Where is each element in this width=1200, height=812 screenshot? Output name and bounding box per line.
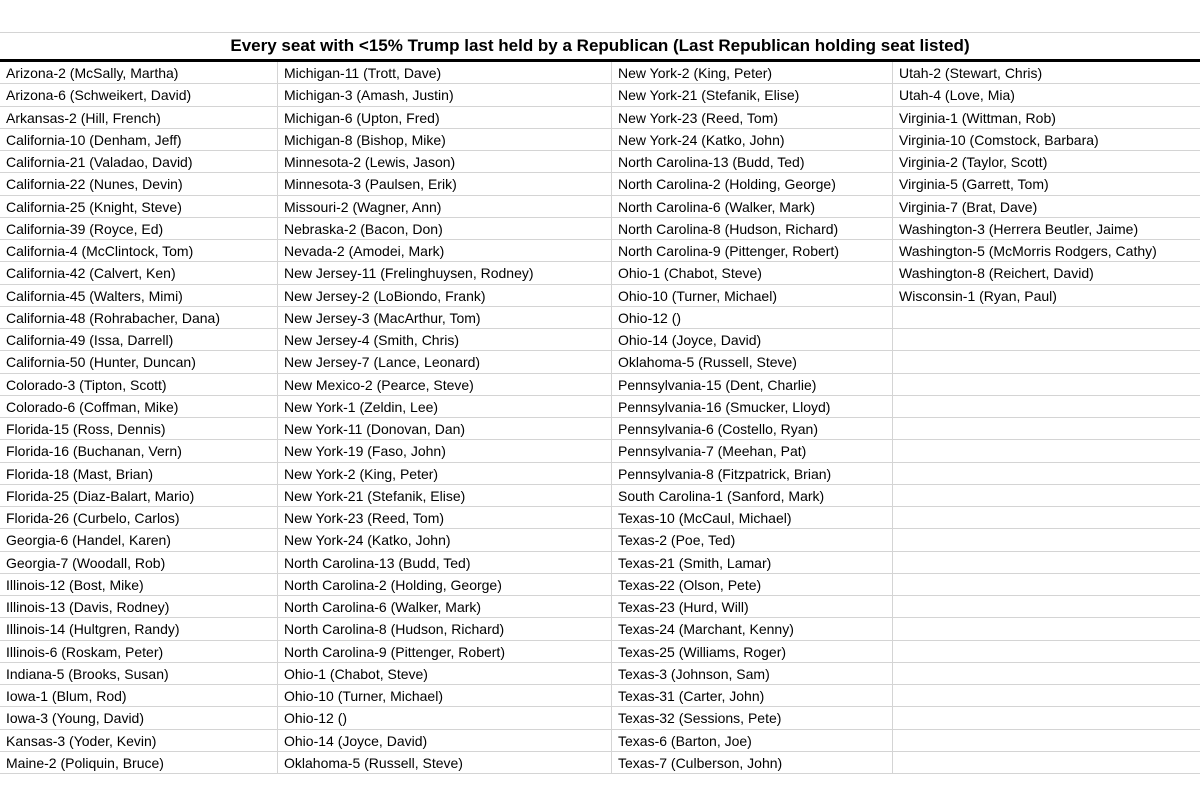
seat-grid (0, 62, 1200, 774)
seat-cell[interactable]: New Mexico-2 (Pearce, Steve) (278, 374, 611, 396)
seat-cell[interactable]: Iowa-1 (Blum, Rod) (0, 685, 277, 707)
seat-cell[interactable]: California-39 (Royce, Ed) (0, 218, 277, 240)
seat-cell[interactable]: Arizona-2 (McSally, Martha) (0, 62, 277, 84)
seat-cell[interactable]: New York-23 (Reed, Tom) (612, 107, 892, 129)
seat-cell[interactable]: New Jersey-2 (LoBiondo, Frank) (278, 285, 611, 307)
seat-cell[interactable] (893, 485, 1200, 507)
seat-cell[interactable]: New York-21 (Stefanik, Elise) (278, 485, 611, 507)
seat-cell[interactable]: Florida-26 (Curbelo, Carlos) (0, 507, 277, 529)
seat-cell[interactable]: Pennsylvania-8 (Fitzpatrick, Brian) (612, 463, 892, 485)
seat-cell[interactable]: New York-11 (Donovan, Dan) (278, 418, 611, 440)
seat-cell[interactable] (893, 685, 1200, 707)
seat-cell[interactable]: Kansas-3 (Yoder, Kevin) (0, 730, 277, 752)
seat-cell[interactable] (893, 351, 1200, 373)
seat-cell[interactable]: New Jersey-11 (Frelinghuysen, Rodney) (278, 262, 611, 284)
seat-cell[interactable]: New York-2 (King, Peter) (612, 62, 892, 84)
seat-cell[interactable]: Virginia-1 (Wittman, Rob) (893, 107, 1200, 129)
seat-cell[interactable] (893, 418, 1200, 440)
seat-cell[interactable]: Ohio-10 (Turner, Michael) (278, 685, 611, 707)
seat-cell[interactable]: Pennsylvania-7 (Meehan, Pat) (612, 440, 892, 462)
seat-cell[interactable]: Washington-3 (Herrera Beutler, Jaime) (893, 218, 1200, 240)
seat-cell[interactable]: Texas-32 (Sessions, Pete) (612, 707, 892, 729)
seat-cell[interactable]: California-50 (Hunter, Duncan) (0, 351, 277, 373)
seat-cell[interactable]: North Carolina-8 (Hudson, Richard) (278, 618, 611, 640)
seat-cell[interactable] (893, 730, 1200, 752)
seat-cell[interactable]: California-42 (Calvert, Ken) (0, 262, 277, 284)
seat-cell[interactable]: New York-24 (Katko, John) (278, 529, 611, 551)
seat-cell[interactable] (893, 329, 1200, 351)
sheet-title: Every seat with <15% Trump last held by a Republican (Last Republican holding seat listed) (230, 36, 970, 55)
seat-cell[interactable]: Pennsylvania-6 (Costello, Ryan) (612, 418, 892, 440)
seat-cell[interactable]: Illinois-6 (Roskam, Peter) (0, 641, 277, 663)
seat-cell[interactable]: Texas-6 (Barton, Joe) (612, 730, 892, 752)
seat-cell[interactable]: New Jersey-7 (Lance, Leonard) (278, 351, 611, 373)
seat-cell[interactable]: Texas-31 (Carter, John) (612, 685, 892, 707)
seat-cell[interactable]: Florida-15 (Ross, Dennis) (0, 418, 277, 440)
seat-cell[interactable]: Florida-25 (Diaz-Balart, Mario) (0, 485, 277, 507)
seat-cell[interactable]: North Carolina-13 (Budd, Ted) (278, 552, 611, 574)
seat-cell[interactable]: Oklahoma-5 (Russell, Steve) (612, 351, 892, 373)
seat-cell[interactable]: Iowa-3 (Young, David) (0, 707, 277, 729)
seat-cell[interactable] (893, 440, 1200, 462)
seat-cell[interactable] (893, 574, 1200, 596)
seat-cell[interactable]: Ohio-1 (Chabot, Steve) (278, 663, 611, 685)
seat-cell[interactable]: Utah-2 (Stewart, Chris) (893, 62, 1200, 84)
seat-cell[interactable]: Georgia-6 (Handel, Karen) (0, 529, 277, 551)
seat-cell[interactable]: Utah-4 (Love, Mia) (893, 84, 1200, 106)
column-2 (278, 62, 612, 774)
seat-cell[interactable] (893, 463, 1200, 485)
seat-cell[interactable]: Michigan-3 (Amash, Justin) (278, 84, 611, 106)
seat-cell[interactable]: North Carolina-8 (Hudson, Richard) (612, 218, 892, 240)
seat-cell[interactable]: Indiana-5 (Brooks, Susan) (0, 663, 277, 685)
seat-cell[interactable]: Michigan-6 (Upton, Fred) (278, 107, 611, 129)
seat-cell[interactable]: Missouri-2 (Wagner, Ann) (278, 196, 611, 218)
seat-cell[interactable]: Minnesota-3 (Paulsen, Erik) (278, 173, 611, 195)
seat-cell[interactable]: Florida-18 (Mast, Brian) (0, 463, 277, 485)
seat-cell[interactable]: New Jersey-4 (Smith, Chris) (278, 329, 611, 351)
seat-cell[interactable]: North Carolina-9 (Pittenger, Robert) (612, 240, 892, 262)
seat-cell[interactable]: California-49 (Issa, Darrell) (0, 329, 277, 351)
seat-cell[interactable]: Michigan-8 (Bishop, Mike) (278, 129, 611, 151)
seat-cell[interactable]: Virginia-10 (Comstock, Barbara) (893, 129, 1200, 151)
seat-cell[interactable]: California-45 (Walters, Mimi) (0, 285, 277, 307)
seat-cell[interactable] (893, 707, 1200, 729)
empty-header-row[interactable] (0, 0, 1200, 33)
seat-cell[interactable]: Ohio-14 (Joyce, David) (278, 730, 611, 752)
seat-cell[interactable] (893, 641, 1200, 663)
seat-cell[interactable]: North Carolina-2 (Holding, George) (278, 574, 611, 596)
seat-cell[interactable] (893, 663, 1200, 685)
title-row[interactable] (0, 33, 1200, 62)
seat-cell[interactable]: South Carolina-1 (Sanford, Mark) (612, 485, 892, 507)
seat-cell[interactable] (893, 396, 1200, 418)
seat-cell[interactable]: Ohio-10 (Turner, Michael) (612, 285, 892, 307)
column-1 (0, 62, 278, 774)
seat-cell[interactable]: Ohio-14 (Joyce, David) (612, 329, 892, 351)
column-4 (893, 62, 1200, 774)
seat-cell[interactable] (893, 507, 1200, 529)
seat-cell[interactable] (893, 596, 1200, 618)
seat-cell[interactable]: Minnesota-2 (Lewis, Jason) (278, 151, 611, 173)
seat-cell[interactable] (893, 374, 1200, 396)
seat-cell[interactable]: California-22 (Nunes, Devin) (0, 173, 277, 195)
seat-cell[interactable]: New York-21 (Stefanik, Elise) (612, 84, 892, 106)
seat-cell[interactable]: Nevada-2 (Amodei, Mark) (278, 240, 611, 262)
seat-cell[interactable]: California-48 (Rohrabacher, Dana) (0, 307, 277, 329)
seat-cell[interactable]: California-21 (Valadao, David) (0, 151, 277, 173)
seat-cell[interactable]: North Carolina-6 (Walker, Mark) (278, 596, 611, 618)
seat-cell[interactable]: New York-24 (Katko, John) (612, 129, 892, 151)
seat-cell[interactable]: Washington-8 (Reichert, David) (893, 262, 1200, 284)
seat-cell[interactable]: Texas-2 (Poe, Ted) (612, 529, 892, 551)
seat-cell[interactable]: Pennsylvania-16 (Smucker, Lloyd) (612, 396, 892, 418)
seat-cell[interactable] (893, 552, 1200, 574)
seat-cell[interactable]: Pennsylvania-15 (Dent, Charlie) (612, 374, 892, 396)
seat-cell[interactable]: Florida-16 (Buchanan, Vern) (0, 440, 277, 462)
column-3 (612, 62, 893, 774)
seat-cell[interactable]: Washington-5 (McMorris Rodgers, Cathy) (893, 240, 1200, 262)
seat-cell[interactable]: Nebraska-2 (Bacon, Don) (278, 218, 611, 240)
seat-cell[interactable]: New York-1 (Zeldin, Lee) (278, 396, 611, 418)
seat-cell[interactable]: California-4 (McClintock, Tom) (0, 240, 277, 262)
seat-cell[interactable]: Colorado-3 (Tipton, Scott) (0, 374, 277, 396)
seat-cell[interactable]: Ohio-12 () (278, 707, 611, 729)
seat-cell[interactable] (893, 752, 1200, 774)
seat-cell[interactable]: Texas-21 (Smith, Lamar) (612, 552, 892, 574)
seat-cell[interactable] (893, 307, 1200, 329)
seat-cell[interactable]: Texas-10 (McCaul, Michael) (612, 507, 892, 529)
seat-cell[interactable]: Maine-2 (Poliquin, Bruce) (0, 752, 277, 774)
seat-cell[interactable]: Texas-23 (Hurd, Will) (612, 596, 892, 618)
seat-cell[interactable]: Georgia-7 (Woodall, Rob) (0, 552, 277, 574)
seat-cell[interactable]: Texas-24 (Marchant, Kenny) (612, 618, 892, 640)
seat-cell[interactable]: Virginia-7 (Brat, Dave) (893, 196, 1200, 218)
seat-cell[interactable]: Arkansas-2 (Hill, French) (0, 107, 277, 129)
seat-cell[interactable]: North Carolina-9 (Pittenger, Robert) (278, 641, 611, 663)
seat-cell[interactable]: Oklahoma-5 (Russell, Steve) (278, 752, 611, 774)
seat-cell[interactable]: North Carolina-13 (Budd, Ted) (612, 151, 892, 173)
seat-cell[interactable]: Michigan-11 (Trott, Dave) (278, 62, 611, 84)
seat-cell[interactable]: Illinois-13 (Davis, Rodney) (0, 596, 277, 618)
seat-cell[interactable]: Wisconsin-1 (Ryan, Paul) (893, 285, 1200, 307)
seat-cell[interactable]: California-25 (Knight, Steve) (0, 196, 277, 218)
seat-cell[interactable]: Texas-3 (Johnson, Sam) (612, 663, 892, 685)
seat-cell[interactable]: New York-2 (King, Peter) (278, 463, 611, 485)
seat-cell[interactable]: Virginia-2 (Taylor, Scott) (893, 151, 1200, 173)
seat-cell[interactable]: Colorado-6 (Coffman, Mike) (0, 396, 277, 418)
seat-cell[interactable]: North Carolina-2 (Holding, George) (612, 173, 892, 195)
seat-cell[interactable]: California-10 (Denham, Jeff) (0, 129, 277, 151)
seat-cell[interactable]: New York-23 (Reed, Tom) (278, 507, 611, 529)
seat-cell[interactable]: New York-19 (Faso, John) (278, 440, 611, 462)
seat-cell[interactable]: Texas-7 (Culberson, John) (612, 752, 892, 774)
seat-cell[interactable]: Ohio-12 () (612, 307, 892, 329)
seat-cell[interactable]: Texas-25 (Williams, Roger) (612, 641, 892, 663)
seat-cell[interactable]: New Jersey-3 (MacArthur, Tom) (278, 307, 611, 329)
seat-cell[interactable]: Illinois-14 (Hultgren, Randy) (0, 618, 277, 640)
seat-cell[interactable]: Ohio-1 (Chabot, Steve) (612, 262, 892, 284)
seat-cell[interactable]: Virginia-5 (Garrett, Tom) (893, 173, 1200, 195)
seat-cell[interactable]: Arizona-6 (Schweikert, David) (0, 84, 277, 106)
seat-cell[interactable]: Illinois-12 (Bost, Mike) (0, 574, 277, 596)
seat-cell[interactable]: North Carolina-6 (Walker, Mark) (612, 196, 892, 218)
seat-cell[interactable]: Texas-22 (Olson, Pete) (612, 574, 892, 596)
seat-cell[interactable] (893, 529, 1200, 551)
seat-cell[interactable] (893, 618, 1200, 640)
